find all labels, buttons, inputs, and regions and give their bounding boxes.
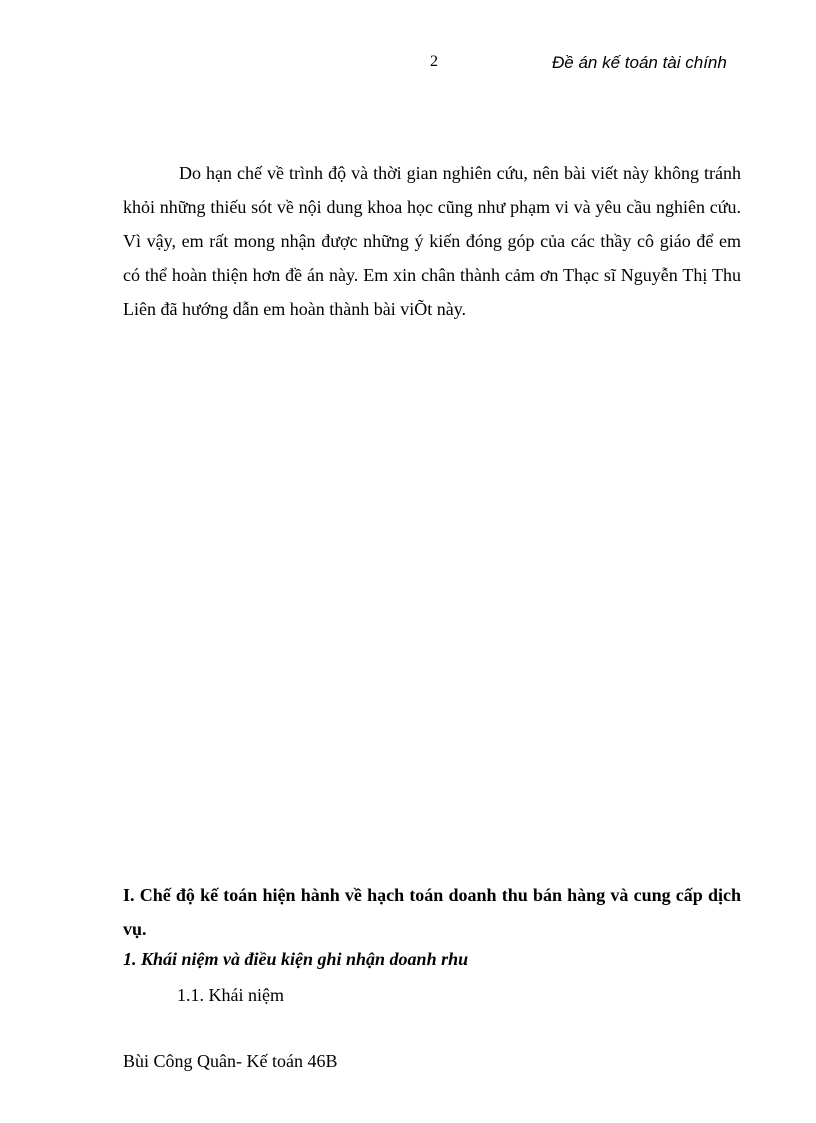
item-heading: 1.1. Khái niệm <box>177 985 284 1005</box>
footer-author: Bùi Công Quân- Kế toán 46B <box>123 1051 338 1071</box>
body-paragraph: Do hạn chế về trình độ và thời gian nghiên cứu, nên bài viết này không tránh khỏi những thiếu sót về nội dung khoa học cũng như phạm vi và yêu cầu nghiên cứu. Vì vậy, em rất mong nhận được những ý kiến đóng góp của các thầy cô giáo để em có thể hoàn thiện hơn đề án này. Em xin chân thành cảm ơn Thạc sĩ Nguyễn Thị Thu Liên đã hướng dẫn em hoàn thành bài viÕt này. <box>123 163 741 319</box>
running-title: Đề án kế toán tài chính <box>552 53 727 72</box>
subsection-heading: 1. Khái niệm và điều kiện ghi nhận doanh rhu <box>123 949 469 969</box>
page-number: 2 <box>430 53 438 70</box>
section-heading: I. Chế độ kế toán hiện hành về hạch toán doanh thu bán hàng và cung cấp dịch vụ. <box>123 885 741 939</box>
